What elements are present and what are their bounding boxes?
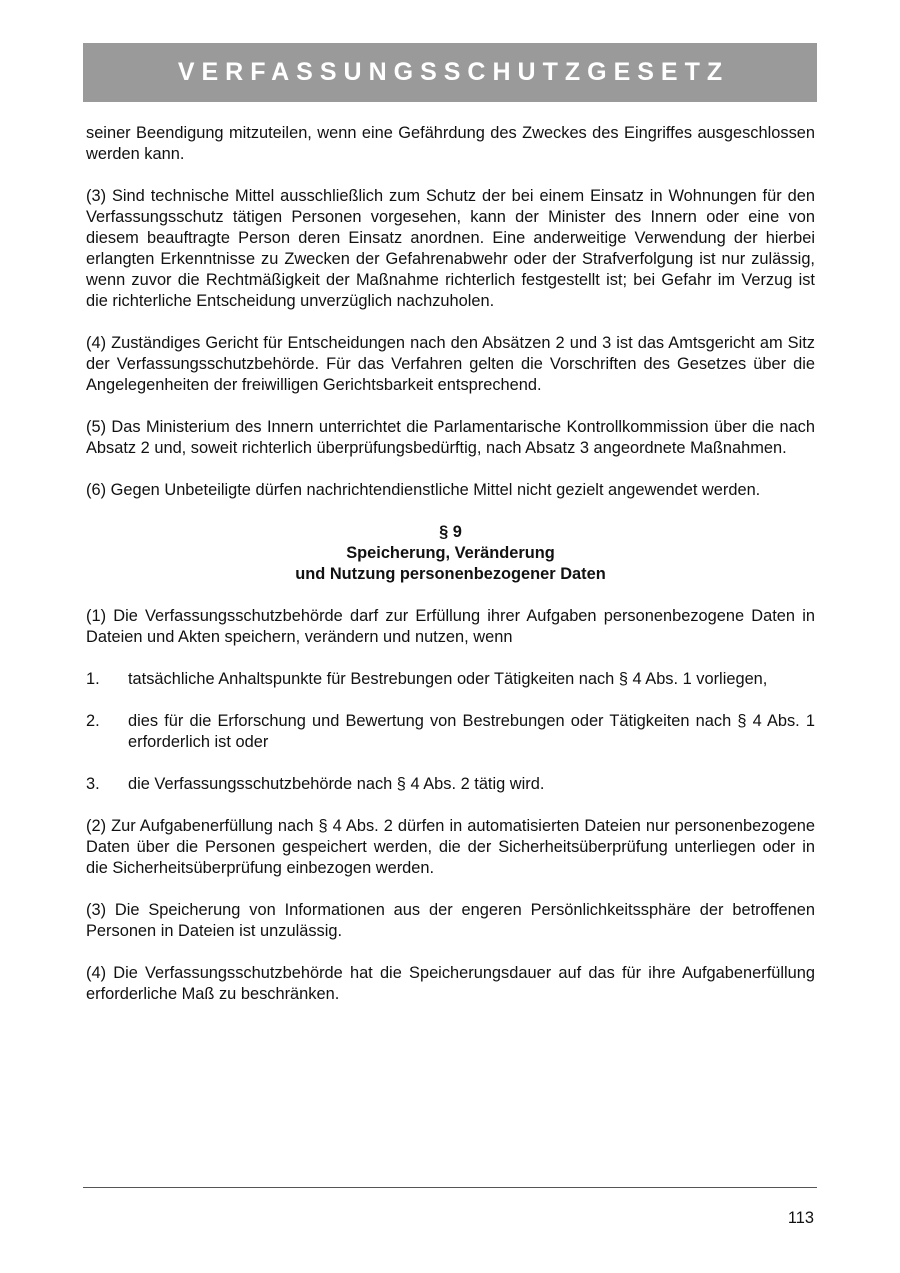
section-title-line2: und Nutzung personenbezogener Daten [295,565,606,583]
paragraph: (3) Die Speicherung von Informationen aus der engeren Persönlichkeitssphäre der betroffenen Personen in Dateien ist unzulässig. [86,901,815,940]
paragraph: (4) Die Verfassungsschutzbehörde hat die Speicherungsdauer auf das für ihre Aufgabenerfüllung erforderliche Maß zu beschränken. [86,964,815,1003]
list-number: 2. [86,712,100,730]
paragraph: (3) Sind technische Mittel ausschließlich zum Schutz der bei einem Einsatz in Wohnungen für den Verfassungsschutz tätigen Personen vorgesehen, kann der Minister des Innern oder eine von diesem beauftragte Person deren Einsatz anordnen. Eine anderweitige Verwendung der hierbei erlangten Erkenntnisse zu Zwecken der Gefahrenabwehr oder der Strafverfolgung ist nur zulässig, wenn zuvor die Rechtmäßigkeit der Maßnahme richterlich festgestellt ist; bei Gefahr im Verzug ist die richterliche Entscheidung unverzüglich nachzuholen. [86,187,815,310]
list-text: dies für die Erforschung und Bewertung von Bestrebungen oder Tätigkeiten nach § 4 Abs. 1 erforderlich ist oder [128,712,815,751]
paragraph: (5) Das Ministerium des Innern unterrichtet die Parlamentarische Kontrollkommission über die nach Absatz 2 und, soweit richterlich überprüfungsbedürftig, nach Absatz 3 angeordnete Maßnahmen. [86,418,815,457]
document-title: VERFASSUNGSSCHUTZGESETZ [177,58,730,86]
paragraph: (2) Zur Aufgabenerfüllung nach § 4 Abs. 2 dürfen in automatisierten Dateien nur personenbezogene Daten über die Personen gespeichert werden, die der Sicherheitsüberprüfung unterliegen oder in die Sicherheitsüberprüfung einbezogen werden. [86,817,815,877]
list-item [86,711,815,753]
section-title-line1: Speicherung, Veränderung [346,544,555,562]
section-number: § 9 [439,523,462,541]
list-text: tatsächliche Anhaltspunkte für Bestrebungen oder Tätigkeiten nach § 4 Abs. 1 vorliegen, [128,670,768,688]
paragraph: (1) Die Verfassungsschutzbehörde darf zur Erfüllung ihrer Aufgaben personenbezogene Daten in Dateien und Akten speichern, verändern und nutzen, wenn [86,607,815,646]
section-heading [86,522,815,585]
list-item [86,774,815,795]
footer-divider [83,1187,817,1188]
list-number: 1. [86,670,100,688]
list-item [86,669,815,690]
paragraph: (4) Zuständiges Gericht für Entscheidungen nach den Absätzen 2 und 3 ist das Amtsgericht am Sitz der Verfassungsschutzbehörde. Für das Verfahren gelten die Vorschriften des Gesetzes über die Angelegenheiten der freiwilligen Gerichtsbarkeit entsprechend. [86,334,815,394]
page-number: 113 [787,1209,814,1227]
paragraph: (6) Gegen Unbeteiligte dürfen nachrichtendienstliche Mittel nicht gezielt angewendet werden. [86,481,761,499]
header-bar [83,43,817,102]
page-content [86,123,815,1026]
list-number: 3. [86,775,100,793]
paragraph: seiner Beendigung mitzuteilen, wenn eine Gefährdung des Zweckes des Eingriffes ausgeschlossen werden kann. [86,124,815,163]
list-text: die Verfassungsschutzbehörde nach § 4 Abs. 2 tätig wird. [128,775,545,793]
